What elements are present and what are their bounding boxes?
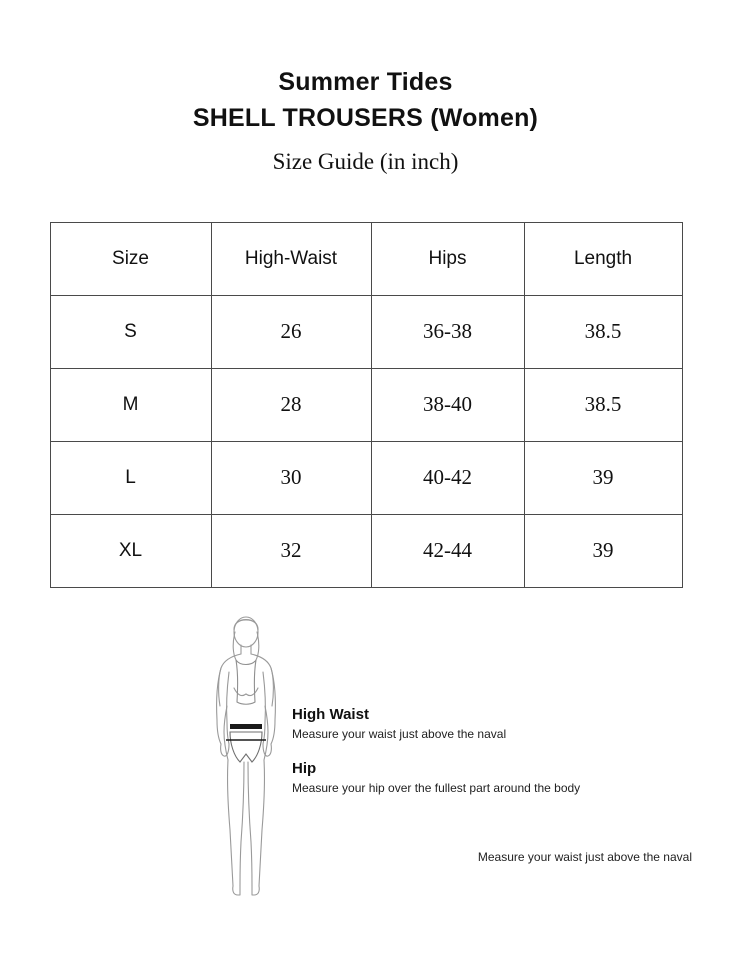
note-title: Hip: [292, 759, 317, 777]
table-row: [50, 441, 682, 514]
note-title: High Waist: [292, 705, 369, 723]
cell-high-waist: 28: [211, 368, 371, 441]
size-table-container: [50, 222, 682, 588]
table-row: [50, 368, 682, 441]
measurement-guide: [0, 610, 731, 940]
cell-high-waist: 32: [211, 514, 371, 587]
table-body: [50, 295, 682, 587]
cell-length: 39: [524, 441, 682, 514]
notes-list: [292, 706, 692, 796]
column-header-length: Length: [524, 222, 682, 295]
table-header-row: [50, 222, 682, 295]
column-header-hips: Hips: [371, 222, 524, 295]
footnote: Measure your waist just above the naval: [477, 849, 692, 864]
note-high-waist: [292, 706, 692, 742]
cell-hips: 42-44: [371, 514, 524, 587]
brand-name: Summer Tides: [278, 68, 453, 96]
cell-high-waist: 26: [211, 295, 371, 368]
column-header-size: Size: [50, 222, 211, 295]
table-row: [50, 295, 682, 368]
cell-high-waist: 30: [211, 441, 371, 514]
cell-hips: 36-38: [371, 295, 524, 368]
female-body-diagram-icon: [186, 610, 306, 900]
note-body: Measure your waist just above the naval: [292, 726, 507, 741]
page-title: SHELL TROUSERS (Women): [192, 103, 539, 132]
cell-hips: 40-42: [371, 441, 524, 514]
cell-hips: 38-40: [371, 368, 524, 441]
cell-length: 38.5: [524, 368, 682, 441]
cell-size: S: [50, 295, 211, 368]
table-row: [50, 514, 682, 587]
cell-size: XL: [50, 514, 211, 587]
cell-length: 39: [524, 514, 682, 587]
page-subtitle: Size Guide (in inch): [272, 148, 459, 174]
note-body: Measure your hip over the fullest part around the body: [292, 780, 581, 795]
page-header: [0, 0, 731, 178]
size-table: [50, 222, 683, 588]
cell-size: M: [50, 368, 211, 441]
cell-length: 38.5: [524, 295, 682, 368]
note-hip: [292, 760, 692, 796]
column-header-high-waist: High-Waist: [211, 222, 371, 295]
table-row: [50, 222, 682, 295]
cell-size: L: [50, 441, 211, 514]
